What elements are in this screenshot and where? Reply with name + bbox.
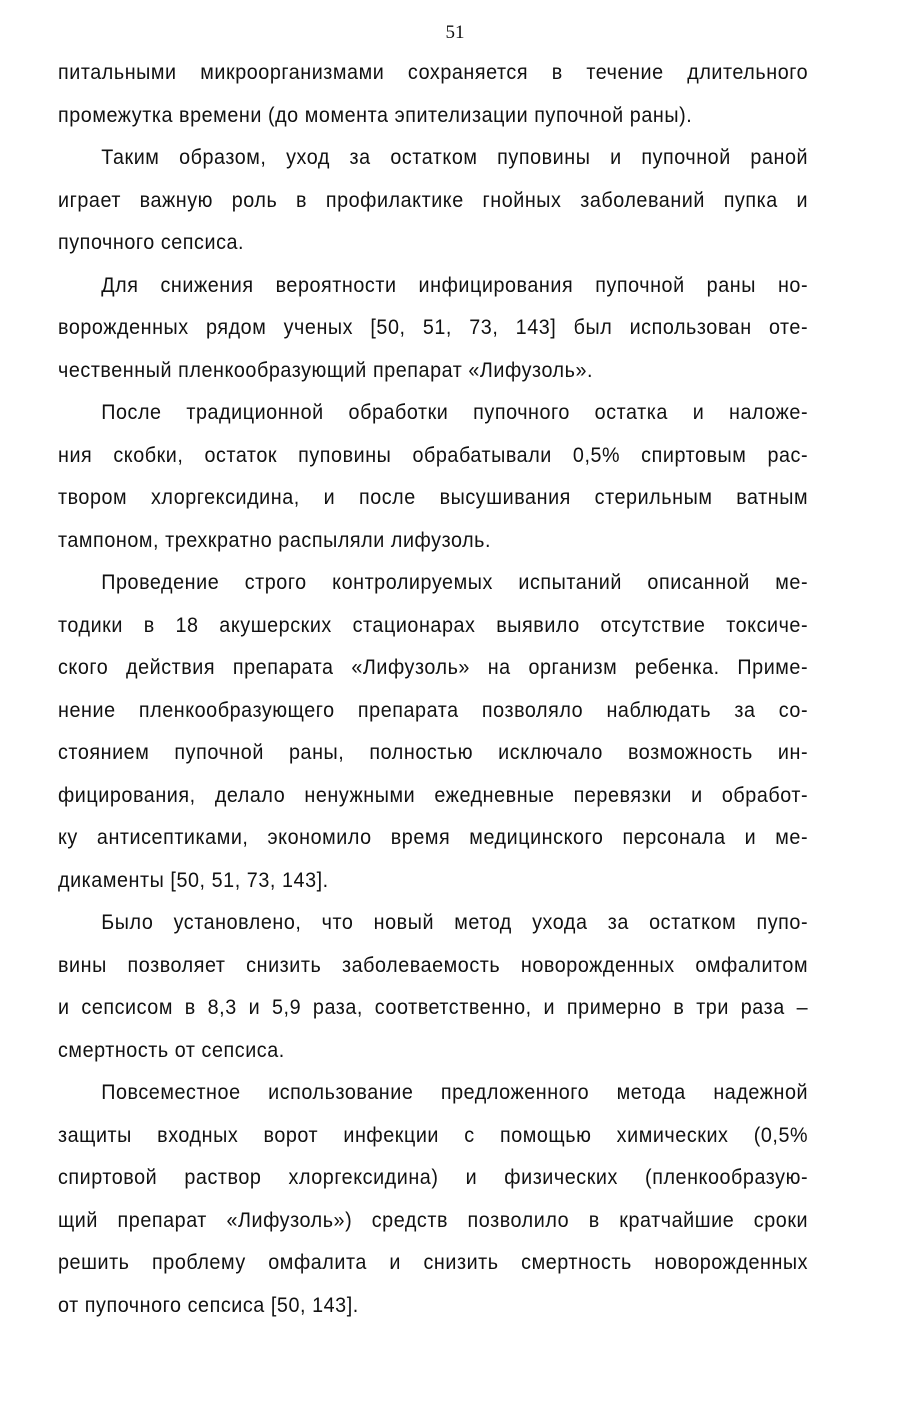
- text-line: питальными микроорганизмами сохраняется в течение длительного: [58, 61, 809, 84]
- text-line: чественный пленкообразующий препарат «Лифузоль».: [58, 358, 594, 382]
- text-line: от пупочного сепсиса [50, 143].: [58, 1293, 359, 1317]
- text-line: ния скобки, остаток пуповины обрабатывали 0,5% спиртовым рас-: [58, 443, 809, 467]
- text-line: Проведение строго контролируемых испытаний описанной ме-: [101, 571, 809, 594]
- text-line: ку антисептиками, экономило время медицинского персонала и ме-: [58, 826, 809, 849]
- text-line: дикаменты [50, 51, 73, 143].: [58, 868, 329, 892]
- text-line: стоянием пупочной раны, полностью исключало возможность ин-: [58, 741, 809, 764]
- text-line: вины позволяет снизить заболеваемость новорожденных омфалитом: [58, 953, 809, 977]
- text-line: и сепсисом в 8,3 и 5,9 раза, соответственно, и примерно в три раза –: [58, 996, 809, 1019]
- text-line: ского действия препарата «Лифузоль» на организм ребенка. Приме-: [58, 656, 809, 679]
- text-line: тампоном, трехкратно распыляли лифузоль.: [58, 528, 492, 552]
- page-number: 51: [445, 22, 465, 43]
- text-line: нение пленкообразующего препарата позволяло наблюдать за со-: [58, 698, 809, 722]
- paragraph-3: [58, 265, 808, 393]
- text-line: После традиционной обработки пупочного остатка и наложе-: [101, 401, 809, 424]
- text-line: решить проблему омфалита и снизить смертность новорожденных: [58, 1251, 809, 1274]
- body-text: [58, 52, 808, 1327]
- paragraph-6: [58, 902, 808, 1072]
- text-line: твором хлоргексидина, и после высушивания стерильным ватным: [58, 486, 809, 509]
- text-line: Повсеместное использование предложенного метода надежной: [101, 1081, 809, 1104]
- text-line: защиты входных ворот инфекции с помощью химических (0,5%: [58, 1123, 809, 1147]
- paragraph-7: [58, 1072, 808, 1327]
- paragraph-2: [58, 137, 808, 265]
- text-line: играет важную роль в профилактике гнойных заболеваний пупка и: [58, 188, 809, 212]
- text-line: смертность от сепсиса.: [58, 1038, 285, 1062]
- paragraph-5: [58, 562, 808, 902]
- text-line: спиртовой раствор хлоргексидина) и физических (пленкообразую-: [58, 1166, 809, 1189]
- text-line: пупочного сепсиса.: [58, 231, 245, 254]
- text-line: Таким образом, уход за остатком пуповины и пупочной раной: [101, 146, 809, 169]
- text-line: Для снижения вероятности инфицирования пупочной раны но-: [101, 273, 809, 297]
- paragraph-1: [58, 52, 808, 137]
- text-line: ворожденных рядом ученых [50, 51, 73, 143] был использован оте-: [58, 316, 809, 339]
- text-line: промежутка времени (до момента эпителизации пупочной раны).: [58, 103, 693, 127]
- paragraph-4: [58, 392, 808, 562]
- text-line: фицирования, делало ненужными ежедневные перевязки и обработ-: [58, 783, 809, 807]
- text-line: тодики в 18 акушерских стационарах выявило отсутствие токсиче-: [58, 613, 809, 637]
- text-line: щий препарат «Лифузоль») средств позволило в кратчайшие сроки: [58, 1208, 809, 1232]
- text-line: Было установлено, что новый метод ухода за остатком пупо-: [101, 911, 809, 934]
